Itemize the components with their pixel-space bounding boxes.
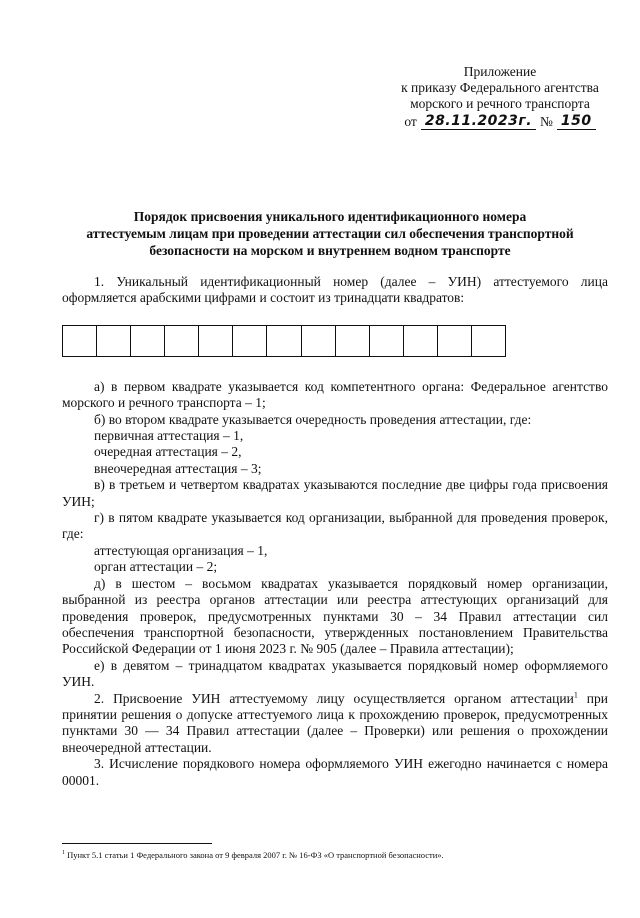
uin-box — [438, 326, 472, 356]
footnote-divider — [62, 843, 212, 844]
agency-name: морского и речного транспорта — [410, 96, 590, 111]
order-reference: к приказу Федерального агентства — [401, 80, 599, 95]
uin-box — [404, 326, 438, 356]
item-g: г) в пятом квадрате указывается код организации, выбранной для проведения проверок, где: — [62, 510, 608, 542]
footnote-ref: 1 — [573, 690, 578, 700]
uin-box — [97, 326, 131, 356]
uin-box — [165, 326, 199, 356]
uin-box — [199, 326, 233, 356]
item-v: в) в третьем и четвертом квадратах указываются последние две цифры года присвоения УИН; — [62, 477, 608, 509]
footnote-mark: 1 — [62, 850, 65, 857]
uin-boxes — [62, 325, 506, 357]
order-date: 28.11.2023г. — [421, 113, 536, 130]
paragraph-3: 3. Исчисление порядкового номера оформляемого УИН ежегодно начинается с номера 00001. — [62, 756, 608, 788]
number-label: № — [540, 114, 553, 129]
appendix-header — [380, 64, 620, 130]
document-body — [62, 274, 608, 789]
item-e: е) в девятом – тринадцатом квадратах указывается порядковый номер оформляемого УИН. — [62, 657, 608, 690]
item-b-1: первичная аттестация – 1, — [94, 428, 244, 444]
item-d: д) в шестом – восьмом квадратах указывается порядковый номер организации, выбранной из реестра органов аттестации или реестра аттестующих организаций для проведения проверок, предусмотренных пунктами 30 – 34 Правил аттестации сил обеспечения транспортной безопасности, утвержденных постановлением Правительства Российской Федерации от 1 июня 2023 г. № 905 (далее – Правила аттестации); — [62, 575, 608, 657]
item-b: б) во втором квадрате указывается очередность проведения аттестации, где: — [94, 411, 532, 427]
paragraph-2 — [62, 691, 608, 757]
paragraph-1: 1. Уникальный идентификационный номер (далее – УИН) аттестуемого лица оформляется арабскими цифрами и состоит из тринадцати квадратов: — [62, 274, 608, 306]
item-a: а) в первом квадрате указывается код компетентного органа: Федеральное агентство морского и речного транспорта – 1; — [62, 378, 608, 411]
uin-box — [336, 326, 370, 356]
uin-box — [302, 326, 336, 356]
order-date-number-row — [380, 113, 620, 130]
uin-box — [267, 326, 301, 356]
appendix-label: Приложение — [463, 64, 537, 79]
item-g-1: аттестующая организация – 1, — [94, 542, 268, 558]
from-label: от — [404, 114, 417, 129]
document-title — [60, 208, 600, 259]
item-b-2: очередная аттестация – 2, — [94, 444, 242, 460]
item-b-3: внеочередная аттестация – 3; — [94, 460, 262, 476]
uin-box — [370, 326, 404, 356]
uin-box — [131, 326, 165, 356]
paragraph-2-end: при принятии решения о допуске аттестуемого лица к прохождению проверок, предусмотренных пунктами 30 — 34 Правил аттестации (далее – Проверки) или решения о прохождении внеочередной аттестации. — [62, 690, 608, 755]
footnote-text: Пункт 5.1 статьи 1 Федерального закона от 9 февраля 2007 г. № 16-ФЗ «О транспортной безопасности». — [65, 850, 444, 860]
uin-box — [233, 326, 267, 356]
item-g-2: орган аттестации – 2; — [94, 559, 218, 575]
paragraph-2-start: 2. Присвоение УИН аттестуемому лицу осуществляется органом аттестации — [94, 690, 574, 706]
uin-box — [472, 326, 505, 356]
title-line-1: Порядок присвоения уникального идентификационного номера — [133, 209, 527, 224]
order-number: 150 — [557, 113, 596, 130]
title-line-2: аттестуемым лицам при проведении аттестации сил обеспечения транспортной — [86, 226, 574, 241]
title-line-3: безопасности на морском и внутреннем водном транспорте — [149, 243, 511, 258]
uin-box — [63, 326, 97, 356]
footnote — [62, 850, 602, 861]
